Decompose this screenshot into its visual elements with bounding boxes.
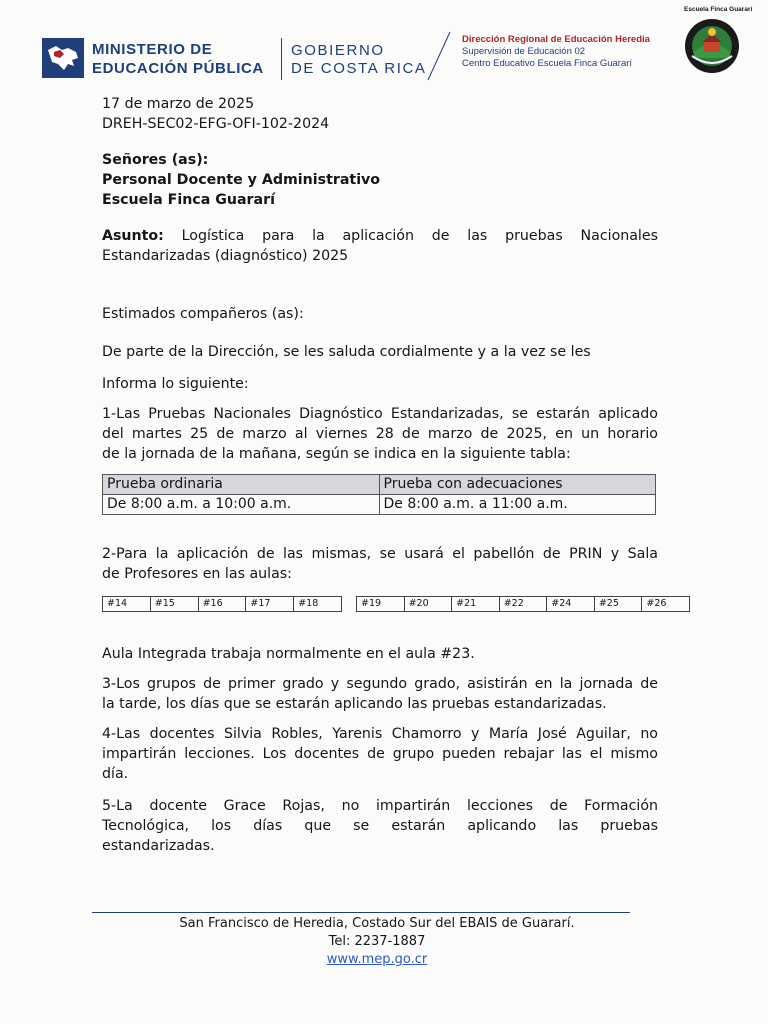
point4-line2: impartirán lecciones. Los docentes de grupo pueden rebajar las el mismo <box>102 746 658 762</box>
point1-line2: del martes 25 de marzo al viernes 28 de marzo de 2025, en un horario <box>102 426 658 442</box>
room-cell: #18 <box>294 597 342 612</box>
ministry-name-line1: MINISTERIO DE <box>92 41 213 58</box>
point5-line1: 5-La docente Grace Rojas, no impartirán lecciones de Formación <box>102 798 658 814</box>
room-cell: #21 <box>452 597 500 612</box>
rooms-row-a <box>103 597 342 612</box>
point5-line2: Tecnológica, los días que se estarán aplicando las pruebas <box>102 818 658 834</box>
recipient-group: Personal Docente y Administrativo <box>102 172 381 188</box>
schedule-header-row <box>103 475 656 495</box>
schedule-ordinary-time: De 8:00 a.m. a 10:00 a.m. <box>103 495 380 515</box>
schedule-row <box>103 495 656 515</box>
room-cell: #24 <box>547 597 595 612</box>
room-cell: #25 <box>594 597 642 612</box>
point1-line1: 1-Las Pruebas Nacionales Diagnóstico Estandarizadas, se estarán aplicado <box>102 406 658 422</box>
subject-line2: Estandarizadas (diagnóstico) 2025 <box>102 248 349 264</box>
intro-line1: De parte de la Dirección, se les saluda cordialmente y a la vez se les <box>102 344 591 360</box>
school-center: Centro Educativo Escuela Finca Guararí <box>462 58 633 69</box>
point3-line2: la tarde, los días que se estarán aplicando las pruebas estandarizadas. <box>102 696 607 712</box>
point4-line3: día. <box>102 766 129 782</box>
website-link[interactable]: www.mep.go.cr <box>326 952 428 967</box>
room-cell: #14 <box>103 597 151 612</box>
letter-reference: DREH-SEC02-EFG-OFI-102-2024 <box>102 116 330 132</box>
subject-text: Logística para la aplicación de las pruebas Nacionales <box>163 228 658 244</box>
intro-line2: Informa lo siguiente: <box>102 376 249 392</box>
schedule-table <box>102 474 656 515</box>
room-cell: #16 <box>198 597 246 612</box>
footer-phone: Tel: 2237-1887 <box>328 934 426 949</box>
header-slash-divider <box>424 30 454 82</box>
costa-rica-map-icon <box>42 38 84 78</box>
school-seal-icon <box>684 18 740 74</box>
aula-integrada-note: Aula Integrada trabaja normalmente en el aula #23. <box>102 646 475 662</box>
costa-rica-map-logo <box>42 38 84 78</box>
recipient-school: Escuela Finca Guararí <box>102 192 275 208</box>
rooms-table-b <box>356 596 690 612</box>
point4-line1: 4-Las docentes Silvia Robles, Yarenis Chamorro y María José Aguilar, no <box>102 726 658 742</box>
rooms-row-b <box>357 597 690 612</box>
government-line1: GOBIERNO <box>291 42 385 59</box>
schedule-adapted-time: De 8:00 a.m. a 11:00 a.m. <box>379 495 656 515</box>
regional-direction: Dirección Regional de Educación Heredia <box>462 34 650 45</box>
subject-line1 <box>102 226 658 246</box>
room-cell: #15 <box>150 597 198 612</box>
government-line2: DE COSTA RICA <box>291 60 427 77</box>
greeting: Estimados compañeros (as): <box>102 306 304 322</box>
header-divider <box>281 38 282 80</box>
rooms-table-a <box>102 596 342 612</box>
point5-line3: estandarizadas. <box>102 838 215 854</box>
point3-line1: 3-Los grupos de primer grado y segundo grado, asistirán en la jornada de <box>102 676 658 692</box>
footer-address: San Francisco de Heredia, Costado Sur del EBAIS de Guararí. <box>179 916 575 931</box>
school-seal <box>684 18 740 74</box>
point1-line3: de la jornada de la mañana, según se indica en la siguiente tabla: <box>102 446 571 462</box>
ministry-name-line2: EDUCACIÓN PÚBLICA <box>92 60 264 77</box>
room-cell: #26 <box>642 597 690 612</box>
supervision: Supervisión de Educación 02 <box>462 46 586 57</box>
room-cell: #19 <box>357 597 405 612</box>
point2-line2: de Profesores en las aulas: <box>102 566 292 582</box>
letter-date: 17 de marzo de 2025 <box>102 96 255 112</box>
recipient-salutation: Señores (as): <box>102 152 209 168</box>
subject-label: Asunto: <box>102 228 164 244</box>
footer-website-row <box>92 952 662 967</box>
schedule-header-ordinary: Prueba ordinaria <box>103 475 380 495</box>
school-seal-title: Escuela Finca Guararí <box>684 6 753 13</box>
room-cell: #22 <box>499 597 547 612</box>
point2-line1: 2-Para la aplicación de las mismas, se usará el pabellón de PRIN y Sala <box>102 546 658 562</box>
schedule-header-adapted: Prueba con adecuaciones <box>379 475 656 495</box>
room-cell: #17 <box>246 597 294 612</box>
room-cell: #20 <box>404 597 452 612</box>
footer-divider <box>92 912 630 913</box>
